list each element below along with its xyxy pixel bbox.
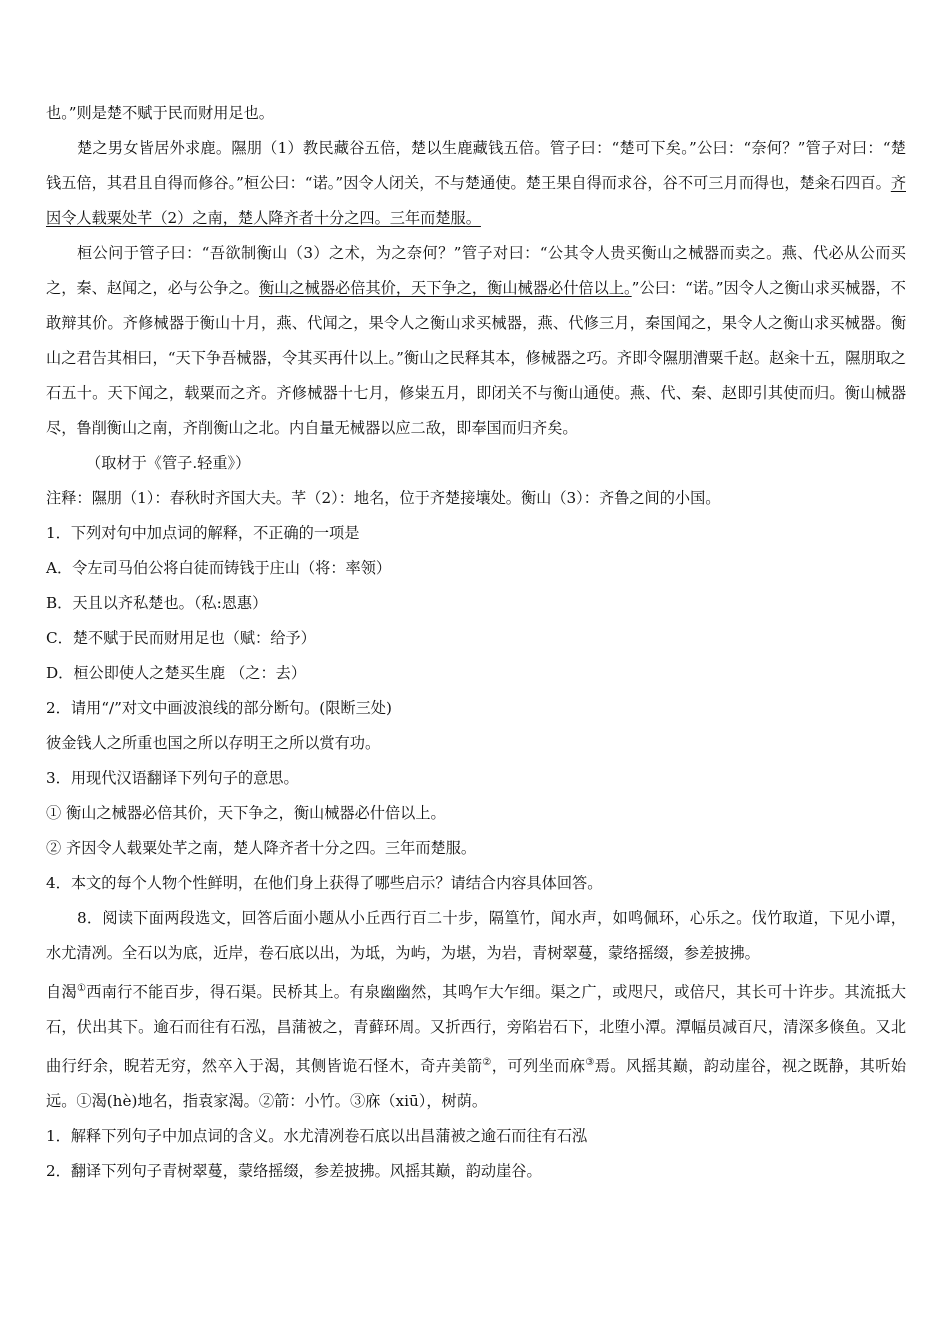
- paragraph-text: 楚之男女皆居外求鹿。隰朋（1）教民藏谷五倍，楚以生鹿藏钱五倍。管子曰：“楚可下矣。”公曰：“奈何？”管子对曰：“楚钱五倍，其君且自得而修谷。”桓公曰：“诺。”因令人闭关，不与楚通使。楚王果自得而求谷，谷不可三月而得也，楚籴石四百。: [46, 139, 906, 192]
- section-8-intro: 8．阅读下面两段选文，回答后面小题从小丘西行百二十步，隔篁竹，闻水声，如鸣佩环，心乐之。伐竹取道，下见小谭，水尤清冽。全石以为底，近岸，卷石底以出，为坻，为屿，为堪，为岩，青树翠蔓，蒙络摇缀，参差披拂。: [46, 909, 906, 962]
- option-b: B．天且以齐私楚也。（私:恩惠）: [46, 594, 268, 612]
- paragraph-text: ”公曰：“诺。”因令人之衡山求买械器，不敢辩其价。齐修械器于衡山十月，燕、代闻之，果令人之衡山求买械器，燕、代修三月，秦国闻之，果令人之衡山求买械器。衡山之君告其相曰，“天下争吾械器，令其买再什以上。”衡山之民释其本，修械器之巧。齐即令隰朋漕粟千赵。赵籴十五，隰朋取之石五十。天下闻之，载粟而之齐。齐修械器十七月，修粜五月，即闭关不与衡山通使。燕、代、秦、赵即引其使而归。衡山械器尽，鲁削衡山之南，齐削衡山之北。内自量无械器以应二敌，即奉国而归齐矣。: [46, 279, 906, 437]
- question-4: 4．本文的每个人物个性鲜明，在他们身上获得了哪些启示？请结合内容具体回答。: [46, 874, 603, 892]
- passage-text: 焉。风摇其巅，韵动崖谷，视之既静，其听始远。①渴(hè)地名，指袁家渴。②箭：小竹。③庥（xiū），树荫。: [46, 1057, 907, 1110]
- question-1: 1．下列对句中加点词的解释，不正确的一项是: [46, 524, 360, 542]
- passage-text: ，可列坐而庥: [491, 1057, 586, 1075]
- underlined-sentence: 齐因令人载粟处芊（2）之南，楚人降齐者十分之四。三年而楚服。: [46, 174, 906, 227]
- footnote-mark: ②: [482, 1057, 492, 1068]
- paragraph-text: 桓公问于管子曰：“吾欲制衡山（3）之术，为之奈何？”管子对曰：“公其令人贵买衡山之械器而卖之。燕、代必从公而买之，秦、赵闻之，必与公争之。: [46, 244, 906, 297]
- question-2-text: 彼金钱人之所重也国之所以存明王之所以赏有功。: [46, 734, 381, 752]
- document-page: [46, 96, 906, 1189]
- question-2: 2．请用“/”对文中画波浪线的部分断句。(限断三处): [46, 699, 392, 717]
- annotation-notes: 注释：隰朋（1）：春秋时齐国大夫。芊（2）：地名，位于齐楚接壤处。衡山（3）：齐鲁之间的小国。: [46, 489, 721, 507]
- passage-paragraph-hengshan: [46, 236, 906, 446]
- question-3: 3．用现代汉语翻译下列句子的意思。: [46, 769, 299, 787]
- option-a: A．令左司马伯公将白徒而铸钱于庄山（将：率领）: [46, 559, 392, 577]
- option-d: D．桓公即使人之楚买生鹿 （之：去）: [46, 664, 307, 682]
- question-3-sentence-2: ② 齐因令人载粟处芊之南，楚人降齐者十分之四。三年而楚服。: [46, 839, 477, 857]
- question-3-sentence-1: ① 衡山之械器必倍其价，天下争之，衡山械器必什倍以上。: [46, 804, 446, 822]
- passage-text: 自渴: [46, 983, 77, 1001]
- option-c: C．楚不赋于民而财用足也（赋：给予）: [46, 629, 316, 647]
- passage-text: 西南行不能百步，得石渠。民桥其上。有泉幽幽然，其鸣乍大乍细。渠之广，或咫尺，或倍尺，其长可十许步。其流抵大石，伏出其下。逾石而往有石泓，昌蒲被之，青藓环周。又折西行，旁陷岩石下，北堕小潭。潭幅员减百尺，清深多倏鱼。又北曲行纡余，睨若无穷，然卒入于渴，其侧皆诡石怪木，奇卉美箭: [46, 983, 907, 1075]
- passage-line: 也。”则是楚不赋于民而财用足也。: [46, 104, 274, 122]
- footnote-mark: ①: [76, 983, 87, 994]
- footnote-mark: ③: [585, 1057, 595, 1068]
- passage-paragraph-chu: [46, 131, 906, 236]
- underlined-sentence: 衡山之械器必倍其价，天下争之，衡山械器必什倍以上。: [258, 279, 632, 297]
- section-8-passage: [46, 971, 906, 1119]
- section-8-question-2: 2．翻译下列句子青树翠蔓，蒙络摇缀，参差披拂。风摇其巅，韵动崖谷。: [46, 1162, 542, 1180]
- section-8-question-1: 1．解释下列句子中加点词的含义。水尤清冽卷石底以出昌蒲被之逾石而往有石泓: [46, 1127, 588, 1145]
- source-citation: （取材于《管子.轻重》）: [86, 454, 251, 472]
